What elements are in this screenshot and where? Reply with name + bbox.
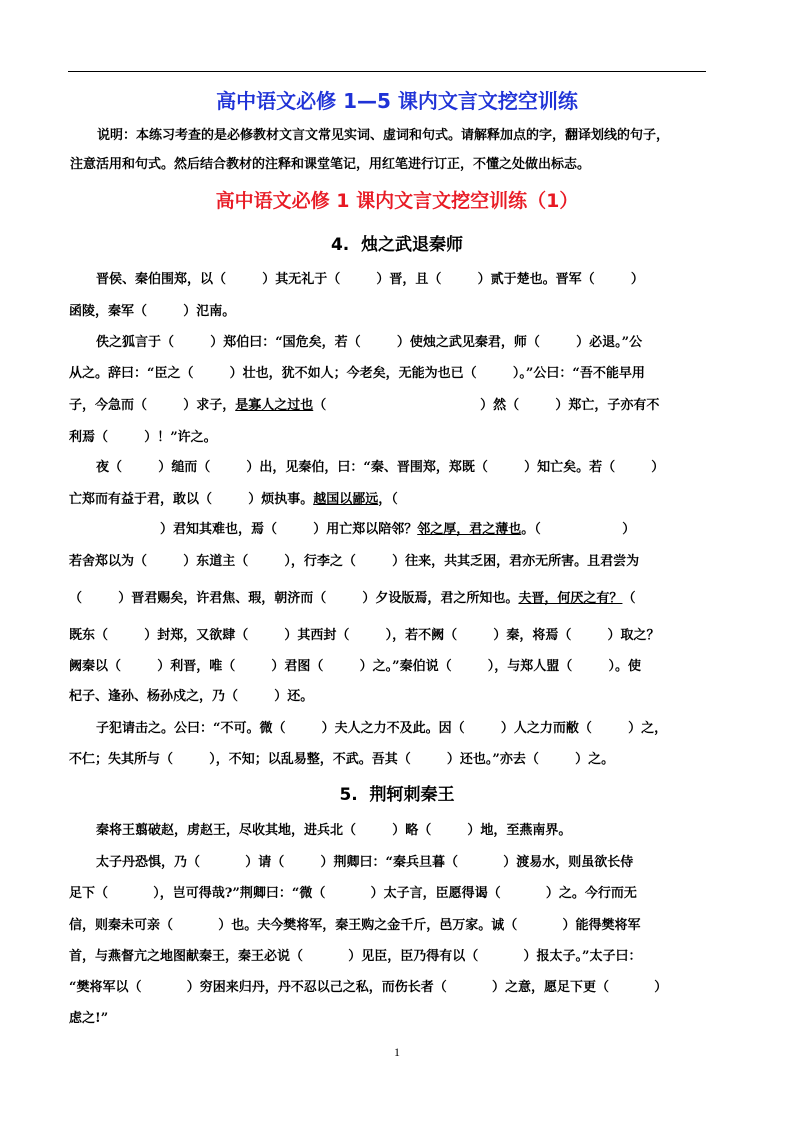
text-line: 若舍郑以为（ ）东道主（ ），行李之（ ）往来，共其乏困，君亦无所害。且君尝为 bbox=[69, 554, 640, 569]
text-line bbox=[69, 488, 398, 507]
text-line bbox=[69, 394, 659, 413]
translate-sentence: 越国以鄙远 bbox=[313, 492, 379, 507]
text-line: 虑之!” bbox=[69, 1011, 109, 1026]
text-line: 不仁；失其所与（ ），不知；以乱易整，不武。吾其（ ）还也。”亦去（ ）之。 bbox=[69, 752, 615, 767]
text-segment: （ ）晋君赐矣，许君焦、瑕，朝济而（ ）夕设版焉，君之所知也。 bbox=[69, 591, 519, 606]
text-line: 佚之狐言于（ ）郑伯曰：“国危矣，若（ ）使烛之武见秦君，师（ ）必退。”公 bbox=[96, 335, 643, 350]
section-heading-5: 5. 荆轲刺秦王 bbox=[339, 785, 455, 805]
text-line: 秦将王翦破赵，虏赵王，尽收其地，进兵北（ ）略（ ）地，至燕南界。 bbox=[96, 823, 572, 838]
text-line: “樊将军以（ ）穷困来归丹，丹不忍以己之私，而伤长者（ ）之意，愿足下更（ ） bbox=[69, 980, 668, 995]
text-line: 信，则秦未可亲（ ）也。夫今樊将军，秦王购之金千斤，邑万家。诚（ ）能得樊将军 bbox=[69, 918, 641, 933]
text-segment: （ ）然（ ）郑亡，子亦有不 bbox=[313, 398, 660, 413]
instruction-line-1: 说明：本练习考查的是必修教材文言文常见实词、虚词和句式。请解释加点的字，翻译划线的句子， bbox=[97, 128, 670, 143]
document-title: 高中语文必修 1—5 课内文言文挖空训练 bbox=[216, 89, 578, 113]
section-heading-4: 4. 烛之武退秦师 bbox=[330, 235, 464, 255]
text-line: 从之。辞曰：“臣之（ ）壮也，犹不如人；今老矣，无能为也已（ ）。”公曰：“吾不能早用 bbox=[69, 366, 645, 381]
text-segment: 子，今急而（ ）求子， bbox=[69, 398, 236, 413]
translate-sentence: 夫晋，何厌之有？ bbox=[518, 591, 623, 606]
text-line: 太子丹恐惧，乃（ ）请（ ）荆卿曰：“秦兵旦暮（ ）渡易水，则虽欲长侍 bbox=[96, 855, 634, 870]
text-segment: 。（ ） bbox=[521, 522, 636, 537]
text-segment: 亡郑而有益于君，敢以（ ）烦执事。 bbox=[69, 492, 314, 507]
text-line: 晋侯、秦伯围郑，以（ ）其无礼于（ ）晋，且（ ）贰于楚也。晋军（ ） bbox=[96, 272, 644, 287]
text-line: 函陵，秦军（ ）氾南。 bbox=[69, 304, 236, 319]
text-line: 夜（ ）缒而（ ）出，见秦伯，曰：“秦、晋围郑，郑既（ ）知亡矣。若（ ） bbox=[96, 460, 665, 475]
text-segment: ，（ bbox=[378, 492, 398, 507]
instruction-line-2: 注意活用和句式。然后结合教材的注释和课堂笔记，用红笔进行订正，不懂之处做出标志。 bbox=[70, 157, 591, 172]
text-line: 子犯请击之。公曰：“不可。微（ ）夫人之力不及此。因（ ）人之力而敝（ ）之， bbox=[96, 721, 668, 736]
page-number: 1 bbox=[394, 1045, 400, 1059]
text-line: 足下（ ），岂可得哉?”荆卿曰：“微（ ）太子言，臣愿得谒（ ）之。今行而无 bbox=[69, 886, 637, 901]
text-segment: ）君知其难也，焉（ ）用亡郑以陪邻？ bbox=[160, 522, 418, 537]
text-line: 杞子、逢孙、杨孙戍之，乃（ ）还。 bbox=[69, 689, 314, 704]
text-line: 既东（ ）封郑，又欲肆（ ）其西封（ ），若不阙（ ）秦，将焉（ ）取之？ bbox=[69, 628, 660, 643]
exercise-subtitle: 高中语文必修 1 课内文言文挖空训练（1） bbox=[215, 190, 579, 212]
translate-sentence: 邻之厚，君之薄也 bbox=[417, 522, 522, 537]
text-line: 阙秦以（ ）利晋，唯（ ）君图（ ）之。”秦伯说（ ），与郑人盟（ ）。使 bbox=[69, 659, 642, 674]
text-line: 利焉（ ）！”许之。 bbox=[69, 430, 217, 445]
text-line: 首，与燕督亢之地图献秦王，秦王必说（ ）见臣，臣乃得有以（ ）报太子。”太子曰： bbox=[69, 949, 642, 964]
text-line bbox=[69, 587, 635, 606]
text-segment: （ bbox=[622, 591, 636, 606]
text-line bbox=[160, 518, 635, 537]
translate-sentence: 是寡人之过也 bbox=[235, 398, 314, 413]
header-rule bbox=[68, 71, 706, 72]
